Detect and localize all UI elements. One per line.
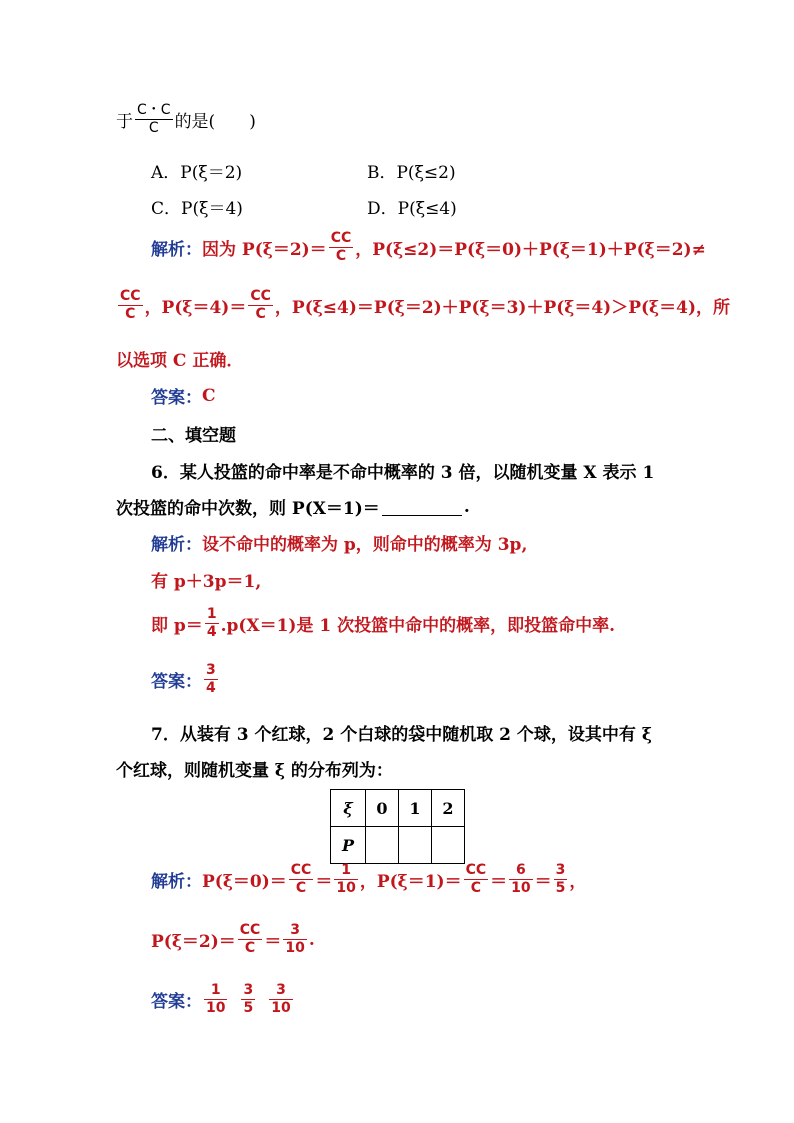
table-cell: [366, 827, 399, 864]
q7-analysis-p2: P(ξ＝2)＝: [151, 932, 236, 952]
q7-fraction: [238, 922, 263, 957]
q5-analysis-fraction-3: [248, 288, 273, 323]
q5-stem: [116, 102, 256, 137]
fraction-den: C: [255, 306, 266, 322]
equals-sign: ＝: [534, 872, 552, 892]
q5-analysis-line1: [151, 230, 706, 265]
q5-analysis-2a: ，P(ξ＝4)＝: [144, 298, 247, 318]
q7-answer-fraction: [269, 982, 292, 1017]
fraction-den: 4: [206, 680, 216, 696]
fraction-den: 4: [206, 624, 217, 640]
q5-stem-suffix: 的是( ): [174, 112, 256, 132]
fraction-den: 10: [511, 880, 531, 896]
fraction-den: C: [295, 880, 307, 896]
equals-sign: ＝: [490, 872, 508, 892]
q5-analysis-1b: ，P(ξ≤2)＝P(ξ＝0)＋P(ξ＝1)＋P(ξ＝2)≠: [355, 240, 706, 260]
q7-fraction: [464, 862, 489, 897]
q7-fraction: [283, 922, 306, 957]
table-cell: ξ: [331, 790, 366, 827]
q6-stem-line2-b: .: [463, 496, 470, 517]
q5-analysis-label: 解析：: [151, 240, 202, 260]
fraction-den: 10: [271, 1000, 291, 1016]
fraction-num: CC: [330, 230, 352, 246]
q5-stem-fraction: [135, 102, 173, 137]
fraction-num: 6: [516, 862, 526, 878]
q7-analysis-end: ，: [569, 872, 587, 892]
q7-analysis-mid: ，P(ξ＝1)＝: [359, 872, 462, 892]
q7-stem-line2: 个红球，则随机变量 ξ 的分布列为：: [116, 761, 393, 781]
section-title: 二、填空题: [151, 426, 236, 446]
q5-analysis-2b: ，P(ξ≤4)＝P(ξ＝2)＋P(ξ＝3)＋P(ξ＝4)＞P(ξ＝4)，所: [274, 298, 730, 318]
q6-analysis-3b: .p(X＝1)是 1 次投篮中命中的概率，即投篮命中率.: [220, 616, 616, 636]
equals-sign: ＝: [264, 932, 282, 952]
fraction-num: 1: [206, 606, 217, 622]
fraction-den: 5: [555, 880, 566, 896]
fraction-num: 1: [210, 982, 221, 998]
q5-analysis-1a: 因为 P(ξ＝2)＝: [202, 240, 327, 260]
fraction-num: CC: [120, 288, 141, 304]
table-cell: 1: [399, 790, 432, 827]
q7-analysis-p0: P(ξ＝0)＝: [202, 872, 287, 892]
table-cell: [432, 827, 465, 864]
fraction-den: 10: [206, 1000, 226, 1016]
q7-analysis-line1: [151, 862, 586, 897]
q6-answer: [151, 662, 220, 697]
fraction-den: C: [125, 306, 136, 322]
q6-stem-line2: [116, 494, 470, 519]
q6-stem-line2-a: 次投篮的命中次数，则 P(X＝1)＝: [116, 499, 380, 519]
q5-option-d: D．P(ξ≤4): [367, 199, 457, 219]
q5-stem-fraction-den: C: [148, 120, 159, 136]
q5-analysis-line2: [116, 288, 730, 323]
fraction-num: 3: [206, 662, 216, 678]
q5-answer-value: C: [202, 385, 216, 406]
q7-stem-line1: 7．从装有 3 个红球，2 个白球的袋中随机取 2 个球，设其中有 ξ: [151, 725, 652, 745]
fraction-num: CC: [465, 862, 487, 878]
fraction-num: 3: [290, 922, 300, 938]
fraction-num: 3: [555, 862, 566, 878]
table-cell: 0: [366, 790, 399, 827]
table-cell: 2: [432, 790, 465, 827]
fraction-num: CC: [250, 288, 271, 304]
fraction-den: C: [470, 880, 482, 896]
q5-analysis-line3: 以选项 C 正确．: [116, 351, 244, 371]
q5-analysis-fraction-2: [118, 288, 143, 323]
answer-blank[interactable]: [382, 497, 462, 516]
q7-fraction: [334, 862, 357, 897]
q6-stem-line1: 6．某人投篮的命中率是不命中概率的 3 倍，以随机变量 X 表示 1: [151, 463, 655, 483]
q7-fraction: [509, 862, 532, 897]
fraction-num: 3: [243, 982, 254, 998]
fraction-den: C: [244, 940, 256, 956]
table-row: [331, 790, 465, 827]
fraction-num: 3: [276, 982, 286, 998]
q7-answer-fraction: [204, 982, 227, 1017]
q5-analysis-fraction-1: [329, 230, 354, 265]
q7-fraction: [289, 862, 314, 897]
q7-analysis-end: .: [308, 929, 315, 950]
fraction-num: CC: [239, 922, 261, 938]
q7-fraction: [554, 862, 568, 897]
q6-analysis-line1: [151, 530, 527, 555]
q6-analysis-line2: 有 p＋3p＝1,: [151, 572, 262, 592]
q5-stem-fraction-num: C・C: [137, 102, 171, 118]
q5-stem-prefix: 于: [116, 112, 133, 132]
equals-sign: ＝: [315, 872, 333, 892]
q6-analysis-1: 设不命中的概率为 p，则命中的概率为 3p,: [202, 535, 528, 555]
fraction-den: 10: [285, 940, 305, 956]
q5-option-c: C．P(ξ＝4): [151, 199, 243, 219]
q7-answer: [151, 982, 295, 1017]
fraction-den: 10: [336, 880, 356, 896]
q5-option-b: B．P(ξ≤2): [367, 163, 456, 183]
q7-answer-fraction: [241, 982, 255, 1017]
fraction-num: CC: [290, 862, 312, 878]
q5-answer-label: 答案：: [151, 388, 202, 408]
q6-answer-label: 答案：: [151, 672, 202, 692]
q7-answer-label: 答案：: [151, 992, 202, 1012]
q6-analysis-line3: [151, 606, 615, 641]
q6-analysis-fraction: [205, 606, 219, 641]
q6-analysis-label: 解析：: [151, 535, 202, 555]
fraction-den: C: [335, 248, 347, 264]
q7-analysis-line2: [151, 922, 315, 957]
q5-option-a: A．P(ξ＝2): [151, 163, 243, 183]
distribution-table: [330, 789, 465, 864]
q5-answer: [151, 383, 216, 408]
table-cell: P: [331, 827, 366, 864]
q7-analysis-label: 解析：: [151, 872, 202, 892]
table-cell: [399, 827, 432, 864]
fraction-num: 1: [341, 862, 351, 878]
fraction-den: 5: [243, 1000, 254, 1016]
table-row: [331, 827, 465, 864]
q6-answer-fraction: [204, 662, 218, 697]
q6-analysis-3a: 即 p＝: [151, 616, 203, 636]
